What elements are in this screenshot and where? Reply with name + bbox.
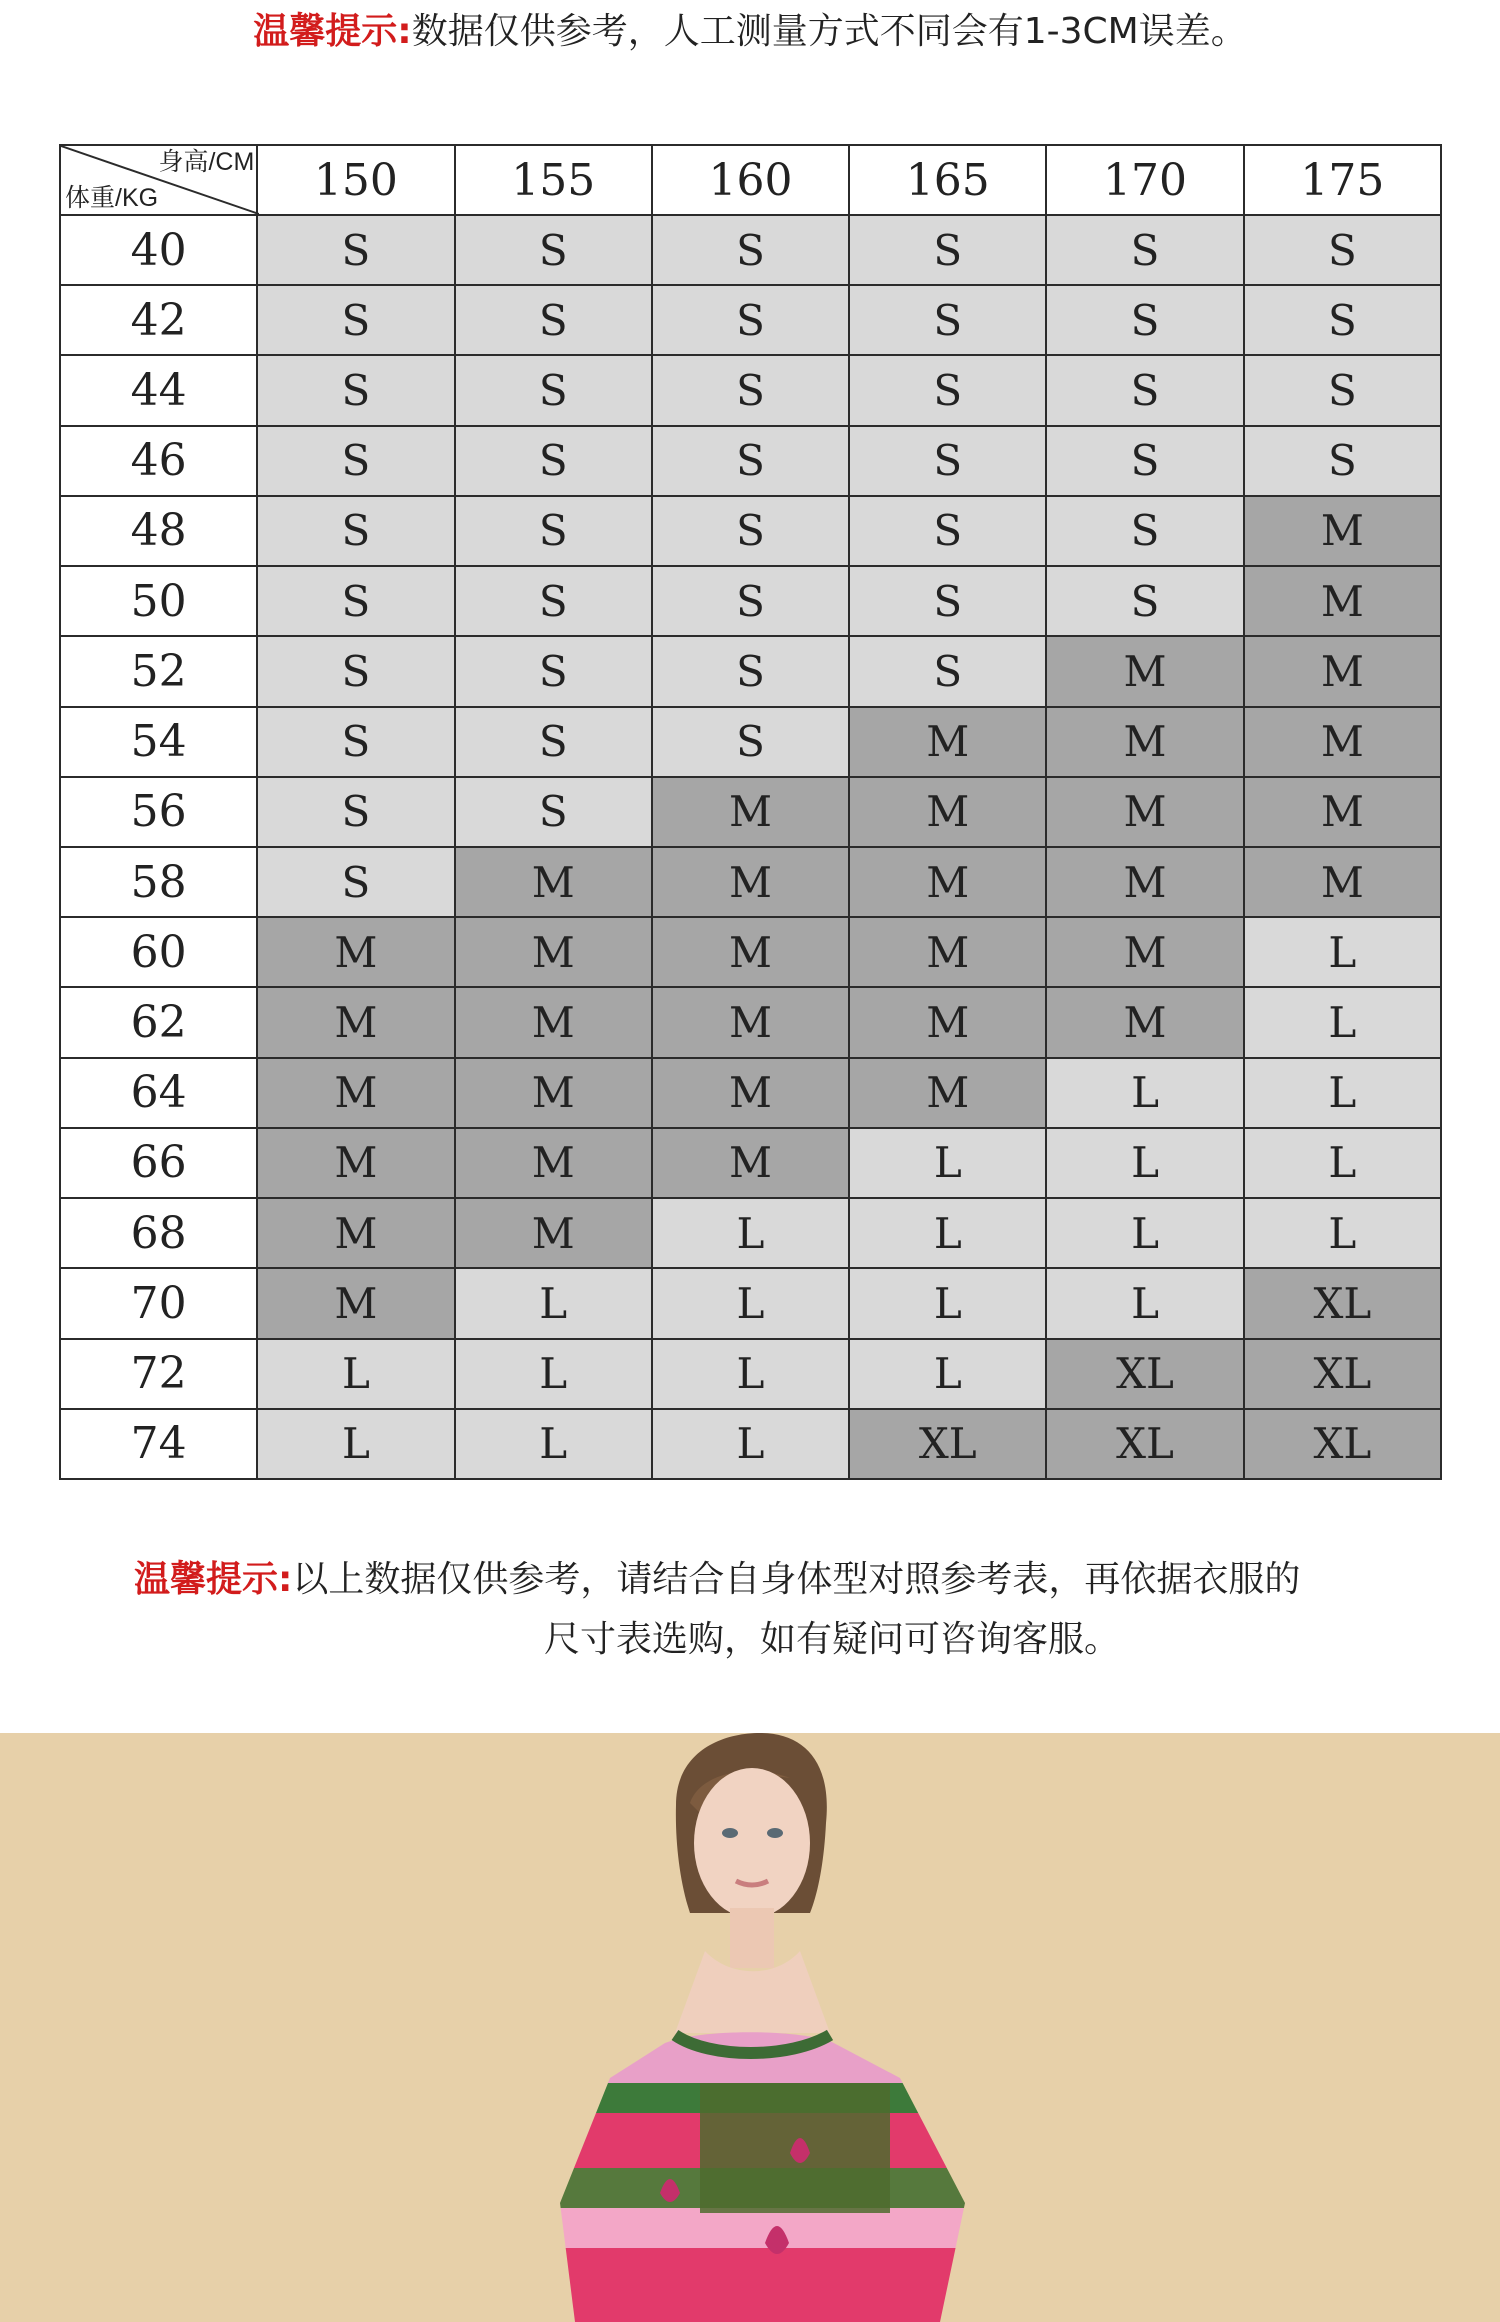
size-cell: L bbox=[849, 1198, 1046, 1268]
size-table-row bbox=[60, 496, 1441, 566]
weight-cell: 58 bbox=[60, 847, 257, 917]
size-cell: M bbox=[455, 847, 652, 917]
size-cell: M bbox=[257, 1058, 454, 1128]
height-header-cell: 155 bbox=[455, 145, 652, 215]
weight-cell: 68 bbox=[60, 1198, 257, 1268]
size-cell: M bbox=[455, 1198, 652, 1268]
size-cell: L bbox=[1244, 987, 1441, 1057]
size-table-row bbox=[60, 917, 1441, 987]
height-axis-label: 身高/CM bbox=[158, 148, 255, 176]
bottom-notice-line1 bbox=[134, 1550, 1300, 1610]
size-cell: S bbox=[1244, 285, 1441, 355]
size-cell: L bbox=[257, 1409, 454, 1479]
size-cell: L bbox=[1244, 1128, 1441, 1198]
top-notice-label: 温馨提示: bbox=[253, 11, 412, 52]
size-cell: M bbox=[257, 917, 454, 987]
size-cell: S bbox=[257, 636, 454, 706]
size-cell: S bbox=[455, 285, 652, 355]
size-cell: M bbox=[652, 917, 849, 987]
size-cell: M bbox=[849, 917, 1046, 987]
size-table-row bbox=[60, 777, 1441, 847]
size-cell: M bbox=[1046, 847, 1243, 917]
size-cell: M bbox=[455, 987, 652, 1057]
size-cell: M bbox=[849, 1058, 1046, 1128]
size-cell: L bbox=[849, 1268, 1046, 1338]
size-cell: L bbox=[1244, 1198, 1441, 1268]
size-table-row bbox=[60, 1268, 1441, 1338]
weight-cell: 72 bbox=[60, 1339, 257, 1409]
size-cell: M bbox=[1046, 987, 1243, 1057]
size-cell: M bbox=[1046, 777, 1243, 847]
size-table-body bbox=[60, 215, 1441, 1479]
size-cell: M bbox=[652, 987, 849, 1057]
size-cell: M bbox=[455, 1058, 652, 1128]
size-cell: XL bbox=[1046, 1409, 1243, 1479]
size-cell: S bbox=[652, 566, 849, 636]
weight-cell: 66 bbox=[60, 1128, 257, 1198]
bottom-notice-text-1: 以上数据仅供参考，请结合自身体型对照参考表，再依据衣服的 bbox=[292, 1559, 1301, 1600]
top-notice bbox=[0, 6, 1500, 58]
size-table-row bbox=[60, 1339, 1441, 1409]
size-cell: M bbox=[849, 777, 1046, 847]
bottom-notice-label: 温馨提示: bbox=[134, 1559, 293, 1600]
size-cell: XL bbox=[849, 1409, 1046, 1479]
size-cell: S bbox=[455, 707, 652, 777]
table-corner-header bbox=[60, 145, 257, 215]
size-cell: M bbox=[257, 987, 454, 1057]
weight-cell: 46 bbox=[60, 426, 257, 496]
size-cell: S bbox=[455, 426, 652, 496]
size-cell: XL bbox=[1244, 1339, 1441, 1409]
size-cell: S bbox=[257, 777, 454, 847]
size-cell: S bbox=[849, 496, 1046, 566]
size-cell: M bbox=[257, 1198, 454, 1268]
size-cell: S bbox=[652, 355, 849, 425]
face-shape bbox=[694, 1768, 810, 1918]
size-cell: S bbox=[1046, 426, 1243, 496]
size-cell: M bbox=[652, 1128, 849, 1198]
size-cell: M bbox=[652, 1058, 849, 1128]
weight-cell: 62 bbox=[60, 987, 257, 1057]
size-cell: S bbox=[1244, 355, 1441, 425]
weight-cell: 48 bbox=[60, 496, 257, 566]
size-cell: L bbox=[652, 1339, 849, 1409]
size-cell: S bbox=[652, 636, 849, 706]
size-cell: S bbox=[652, 426, 849, 496]
size-cell: L bbox=[1046, 1198, 1243, 1268]
weight-cell: 40 bbox=[60, 215, 257, 285]
size-table-row bbox=[60, 1128, 1441, 1198]
size-cell: L bbox=[652, 1409, 849, 1479]
weight-cell: 64 bbox=[60, 1058, 257, 1128]
size-cell: S bbox=[257, 355, 454, 425]
size-table-row bbox=[60, 636, 1441, 706]
size-cell: S bbox=[849, 566, 1046, 636]
size-cell: M bbox=[849, 987, 1046, 1057]
size-table-row bbox=[60, 566, 1441, 636]
size-cell: S bbox=[652, 496, 849, 566]
size-cell: L bbox=[257, 1339, 454, 1409]
size-table-row bbox=[60, 847, 1441, 917]
size-cell: S bbox=[257, 426, 454, 496]
size-cell: S bbox=[455, 355, 652, 425]
weight-cell: 60 bbox=[60, 917, 257, 987]
size-cell: L bbox=[1046, 1268, 1243, 1338]
size-cell: M bbox=[1244, 847, 1441, 917]
size-cell: S bbox=[1046, 215, 1243, 285]
size-cell: S bbox=[1046, 566, 1243, 636]
size-cell: M bbox=[257, 1268, 454, 1338]
size-cell: L bbox=[1046, 1128, 1243, 1198]
weight-cell: 42 bbox=[60, 285, 257, 355]
size-cell: S bbox=[257, 285, 454, 355]
size-cell: S bbox=[257, 566, 454, 636]
size-cell: S bbox=[257, 707, 454, 777]
size-cell: S bbox=[455, 496, 652, 566]
size-table-row bbox=[60, 1058, 1441, 1128]
size-cell: XL bbox=[1046, 1339, 1243, 1409]
size-cell: L bbox=[652, 1198, 849, 1268]
size-table-row bbox=[60, 1409, 1441, 1479]
size-cell: L bbox=[652, 1268, 849, 1338]
size-cell: L bbox=[1244, 1058, 1441, 1128]
size-cell: M bbox=[1046, 636, 1243, 706]
size-cell: S bbox=[652, 285, 849, 355]
size-table-row bbox=[60, 426, 1441, 496]
height-header-cell: 175 bbox=[1244, 145, 1441, 215]
size-cell: S bbox=[849, 636, 1046, 706]
size-cell: S bbox=[455, 566, 652, 636]
weight-cell: 74 bbox=[60, 1409, 257, 1479]
size-table-row bbox=[60, 1198, 1441, 1268]
size-cell: S bbox=[849, 215, 1046, 285]
size-cell: S bbox=[652, 215, 849, 285]
size-cell: S bbox=[257, 496, 454, 566]
size-cell: S bbox=[1244, 426, 1441, 496]
size-cell: M bbox=[1244, 777, 1441, 847]
size-cell: S bbox=[257, 847, 454, 917]
height-header-cell: 170 bbox=[1046, 145, 1243, 215]
size-cell: M bbox=[455, 917, 652, 987]
size-cell: S bbox=[849, 285, 1046, 355]
size-cell: L bbox=[455, 1268, 652, 1338]
weight-cell: 70 bbox=[60, 1268, 257, 1338]
size-cell: XL bbox=[1244, 1409, 1441, 1479]
size-cell: S bbox=[652, 707, 849, 777]
size-cell: M bbox=[257, 1128, 454, 1198]
model-illustration bbox=[0, 1733, 1500, 2322]
size-cell: L bbox=[455, 1339, 652, 1409]
size-table-row bbox=[60, 285, 1441, 355]
size-cell: S bbox=[1046, 285, 1243, 355]
size-cell: S bbox=[455, 215, 652, 285]
size-cell: S bbox=[455, 777, 652, 847]
model-photo bbox=[0, 1733, 1500, 2322]
size-cell: L bbox=[849, 1128, 1046, 1198]
weight-cell: 56 bbox=[60, 777, 257, 847]
size-cell: S bbox=[1046, 496, 1243, 566]
size-cell: M bbox=[1046, 917, 1243, 987]
bottom-notice-text-2: 尺寸表选购，如有疑问可咨询客服。 bbox=[544, 1619, 1121, 1660]
height-header-cell: 150 bbox=[257, 145, 454, 215]
size-cell: M bbox=[1244, 496, 1441, 566]
height-header-cell: 165 bbox=[849, 145, 1046, 215]
size-cell: L bbox=[849, 1339, 1046, 1409]
weight-cell: 50 bbox=[60, 566, 257, 636]
size-cell: M bbox=[652, 847, 849, 917]
weight-cell: 52 bbox=[60, 636, 257, 706]
size-cell: L bbox=[1046, 1058, 1243, 1128]
size-cell: S bbox=[455, 636, 652, 706]
size-chart-table bbox=[59, 144, 1442, 1480]
size-cell: L bbox=[455, 1409, 652, 1479]
height-header-cell: 160 bbox=[652, 145, 849, 215]
size-table-row bbox=[60, 707, 1441, 777]
size-cell: S bbox=[257, 215, 454, 285]
size-cell: S bbox=[1244, 215, 1441, 285]
size-table-row bbox=[60, 215, 1441, 285]
top-notice-text: 数据仅供参考，人工测量方式不同会有1-3CM误差。 bbox=[411, 11, 1247, 52]
size-cell: S bbox=[1046, 355, 1243, 425]
size-cell: M bbox=[849, 707, 1046, 777]
size-cell: XL bbox=[1244, 1268, 1441, 1338]
size-cell: M bbox=[1244, 636, 1441, 706]
size-table-header-row bbox=[60, 145, 1441, 215]
size-table-row bbox=[60, 355, 1441, 425]
weight-cell: 54 bbox=[60, 707, 257, 777]
size-cell: M bbox=[652, 777, 849, 847]
size-cell: M bbox=[1046, 707, 1243, 777]
size-cell: L bbox=[1244, 917, 1441, 987]
size-cell: M bbox=[455, 1128, 652, 1198]
size-table-row bbox=[60, 987, 1441, 1057]
size-cell: M bbox=[849, 847, 1046, 917]
size-cell: S bbox=[849, 426, 1046, 496]
size-cell: M bbox=[1244, 707, 1441, 777]
size-cell: M bbox=[1244, 566, 1441, 636]
weight-axis-label: 体重/KG bbox=[65, 184, 159, 212]
size-cell: S bbox=[849, 355, 1046, 425]
weight-cell: 44 bbox=[60, 355, 257, 425]
